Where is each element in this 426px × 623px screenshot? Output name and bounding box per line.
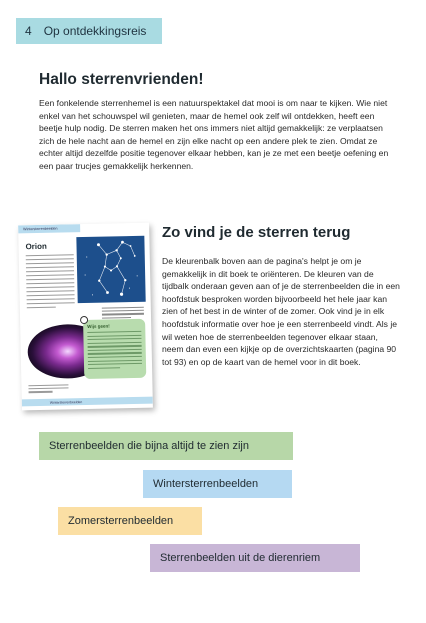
- thumbnail-color-bar: Wintersterrenbeelden: [18, 224, 80, 233]
- legend-always-visible: Sterrenbeelden die bijna altijd te zien zijn: [39, 432, 293, 460]
- intro-heading: Hallo sterrenvrienden!: [39, 71, 204, 88]
- page-number: 4: [25, 24, 32, 38]
- tip-label: Wijs geen!: [87, 323, 110, 329]
- legend-summer: Zomersterrenbeelden: [58, 507, 202, 535]
- intro-paragraph: Een fonkelende sterrenhemel is een natuurspektakel dat mooi is om naar te kijken. Wie niet enkel van het schouwspel wil genieten, maar de hemel ook zelf wil ontdekken, heeft een beetje hulp nodig. De sterren maken het ons immers niet altijd gemakkelijk: ze verplaatsen zich de hele nacht aan de hemel en zijn elke nacht op een andere plek te zien. Omdat ze echter altijd dezelfde positie tegenover elkaar hebben, kan je ze met een beetje oefening en een paar trucjes gemakkelijk herkennen.: [39, 98, 389, 171]
- thumbnail-text-lines: [26, 254, 75, 311]
- chapter-header-tab: [16, 18, 162, 44]
- chapter-title: Op ontdekkingsreis: [43, 24, 147, 38]
- thumbnail-time-bar: Wintersterrenbeelden: [22, 397, 153, 407]
- thumbnail-star-chart: [76, 236, 145, 303]
- thumbnail-title: Orion: [25, 241, 47, 252]
- thumbnail-tip-box: [83, 319, 146, 379]
- constellation-diagram: [76, 236, 145, 303]
- legend-winter: Wintersterrenbeelden: [143, 470, 292, 498]
- section-heading: Zo vind je de sterren terug: [162, 224, 351, 241]
- example-page-thumbnail: [18, 223, 153, 411]
- thumbnail-footnote: [28, 384, 68, 394]
- section-paragraph: De kleurenbalk boven aan de pagina's helpt je om je gemakkelijk in dit boek te oriënteren. De kleuren van de tijdbalk onderaan geven aan of je de sterrenbeelden die in een hoofdstuk besproken worden bijvoorbeeld het hele jaar kan zien of het best in de winter of de zomer. Ook vind je in elk hoofdstuk informatie over hoe je een sterrenbeeld vindt. Als je wil weten hoe de sterrenbeelden tegenover elkaar staan, neem dan even een kijkje op de overzichtskaarten (pagina 90 tot 93) en op de kaart van de hemel voor in dit boek.: [162, 256, 400, 367]
- legend-zodiac: Sterrenbeelden uit de dierenriem: [150, 544, 360, 572]
